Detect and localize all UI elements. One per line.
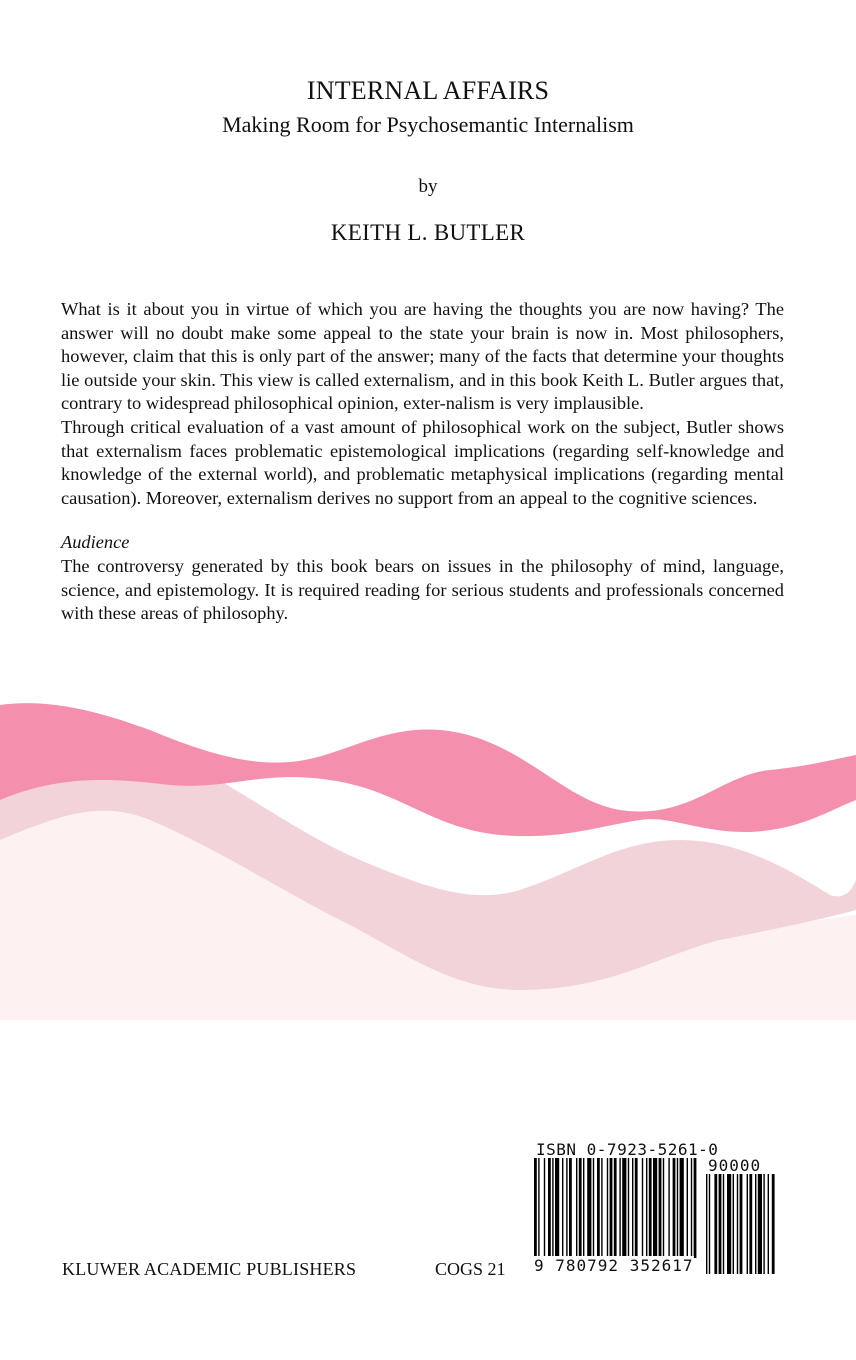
barcode-bar	[659, 1158, 662, 1258]
barcode-bars-main	[534, 1158, 696, 1268]
description-paragraph-1: What is it about you in virtue of which you are having the thoughts you are now having? The answer will no doubt make some appeal to the state your brain is now in. Most philosophers, however, claim that this is only part of the answer; many of the facts that determine your thoughts lie outside your skin. This view is called externalism, and in this book Keith L. Butler argues that, contrary to widespread philosophical opinion, exter-nalism is very implausible.	[61, 299, 784, 414]
barcode-bar	[552, 1158, 553, 1258]
barcode-bar	[538, 1158, 539, 1268]
barcode-bar	[632, 1158, 633, 1258]
barcode-bar	[677, 1158, 678, 1258]
ean-digits: 9 780792 352617	[534, 1256, 694, 1275]
book-title: INTERNAL AFFAIRS	[306, 76, 550, 105]
barcode-bar	[544, 1158, 545, 1258]
isbn-text: ISBN 0-7923-5261-0	[536, 1140, 719, 1159]
barcode-bar	[649, 1158, 652, 1258]
barcode-bar	[691, 1158, 692, 1258]
by-line: by	[418, 176, 438, 197]
barcode-bar	[763, 1174, 764, 1274]
barcode-bar	[622, 1158, 626, 1258]
wave-decoration	[0, 690, 856, 1020]
barcode-bar	[673, 1158, 676, 1258]
barcode-bar	[737, 1174, 738, 1274]
publisher-name: KLUWER ACADEMIC PUBLISHERS	[62, 1259, 357, 1279]
barcode-addon-digits: 90000	[708, 1156, 762, 1175]
barcode-bar	[583, 1158, 584, 1258]
barcode-bar	[614, 1158, 617, 1258]
barcode-bar	[680, 1158, 684, 1258]
barcode-bar	[758, 1174, 762, 1274]
barcode-bar	[747, 1174, 748, 1274]
barcode-bar	[727, 1174, 731, 1274]
barcode-bar	[593, 1158, 594, 1258]
barcode-bar	[653, 1158, 657, 1258]
barcode-bar	[714, 1174, 717, 1274]
barcode-bar	[534, 1158, 537, 1268]
barcode-bar	[610, 1158, 613, 1258]
barcode-bar	[635, 1158, 638, 1258]
barcode-bar	[642, 1158, 643, 1258]
barcode-bar	[646, 1158, 647, 1258]
series-label: COGS 21	[435, 1259, 506, 1279]
description-paragraph-2: Through critical evaluation of a vast amount of philosophical work on the subject, Butler shows that externalism faces problematic epistemological implications (regarding self-knowledge and knowledge of the external world), and problematic metaphysical implications (regarding mental causation). Moreover, externalism derives no support from an appeal to the cognitive sciences.	[61, 416, 784, 508]
barcode-bar	[709, 1174, 710, 1274]
book-subtitle: Making Room for Psychosemantic Internalism	[222, 112, 634, 137]
description-block	[61, 298, 784, 626]
barcode-bars-addon	[706, 1174, 775, 1274]
barcode-bar	[668, 1158, 669, 1258]
barcode-bar	[576, 1158, 577, 1258]
barcode-bar	[663, 1158, 664, 1258]
barcode-bar	[772, 1174, 775, 1274]
barcode-bar	[587, 1158, 591, 1258]
barcode-bar	[619, 1158, 620, 1258]
audience-heading: Audience	[61, 532, 130, 553]
audience-text: The controversy generated by this book bears on issues in the philosophy of mind, language, science, and epistemology. It is required reading for serious students and professionals concerned with these areas of philosophy.	[61, 555, 784, 624]
barcode-bar	[569, 1158, 572, 1258]
barcode-bar	[749, 1174, 752, 1274]
barcode-bar	[579, 1158, 582, 1258]
barcode-bar	[548, 1158, 551, 1258]
barcode-bar	[597, 1158, 600, 1258]
barcode-bar	[755, 1174, 756, 1274]
barcode-bar	[562, 1158, 563, 1258]
barcode-bar	[723, 1174, 724, 1274]
barcode-bar	[694, 1158, 697, 1258]
barcode-bar	[687, 1158, 688, 1258]
barcode-bar	[768, 1174, 769, 1274]
barcode-bar	[628, 1158, 629, 1258]
barcode-bar	[733, 1174, 734, 1274]
barcode-bar	[706, 1174, 707, 1274]
barcode-bar	[566, 1158, 567, 1258]
barcode-bar	[740, 1174, 743, 1274]
barcode-bar	[555, 1158, 559, 1258]
author-name: KEITH L. BUTLER	[330, 220, 526, 245]
barcode-bar	[719, 1174, 722, 1274]
barcode-bar	[601, 1158, 602, 1258]
barcode-bar	[607, 1158, 608, 1258]
